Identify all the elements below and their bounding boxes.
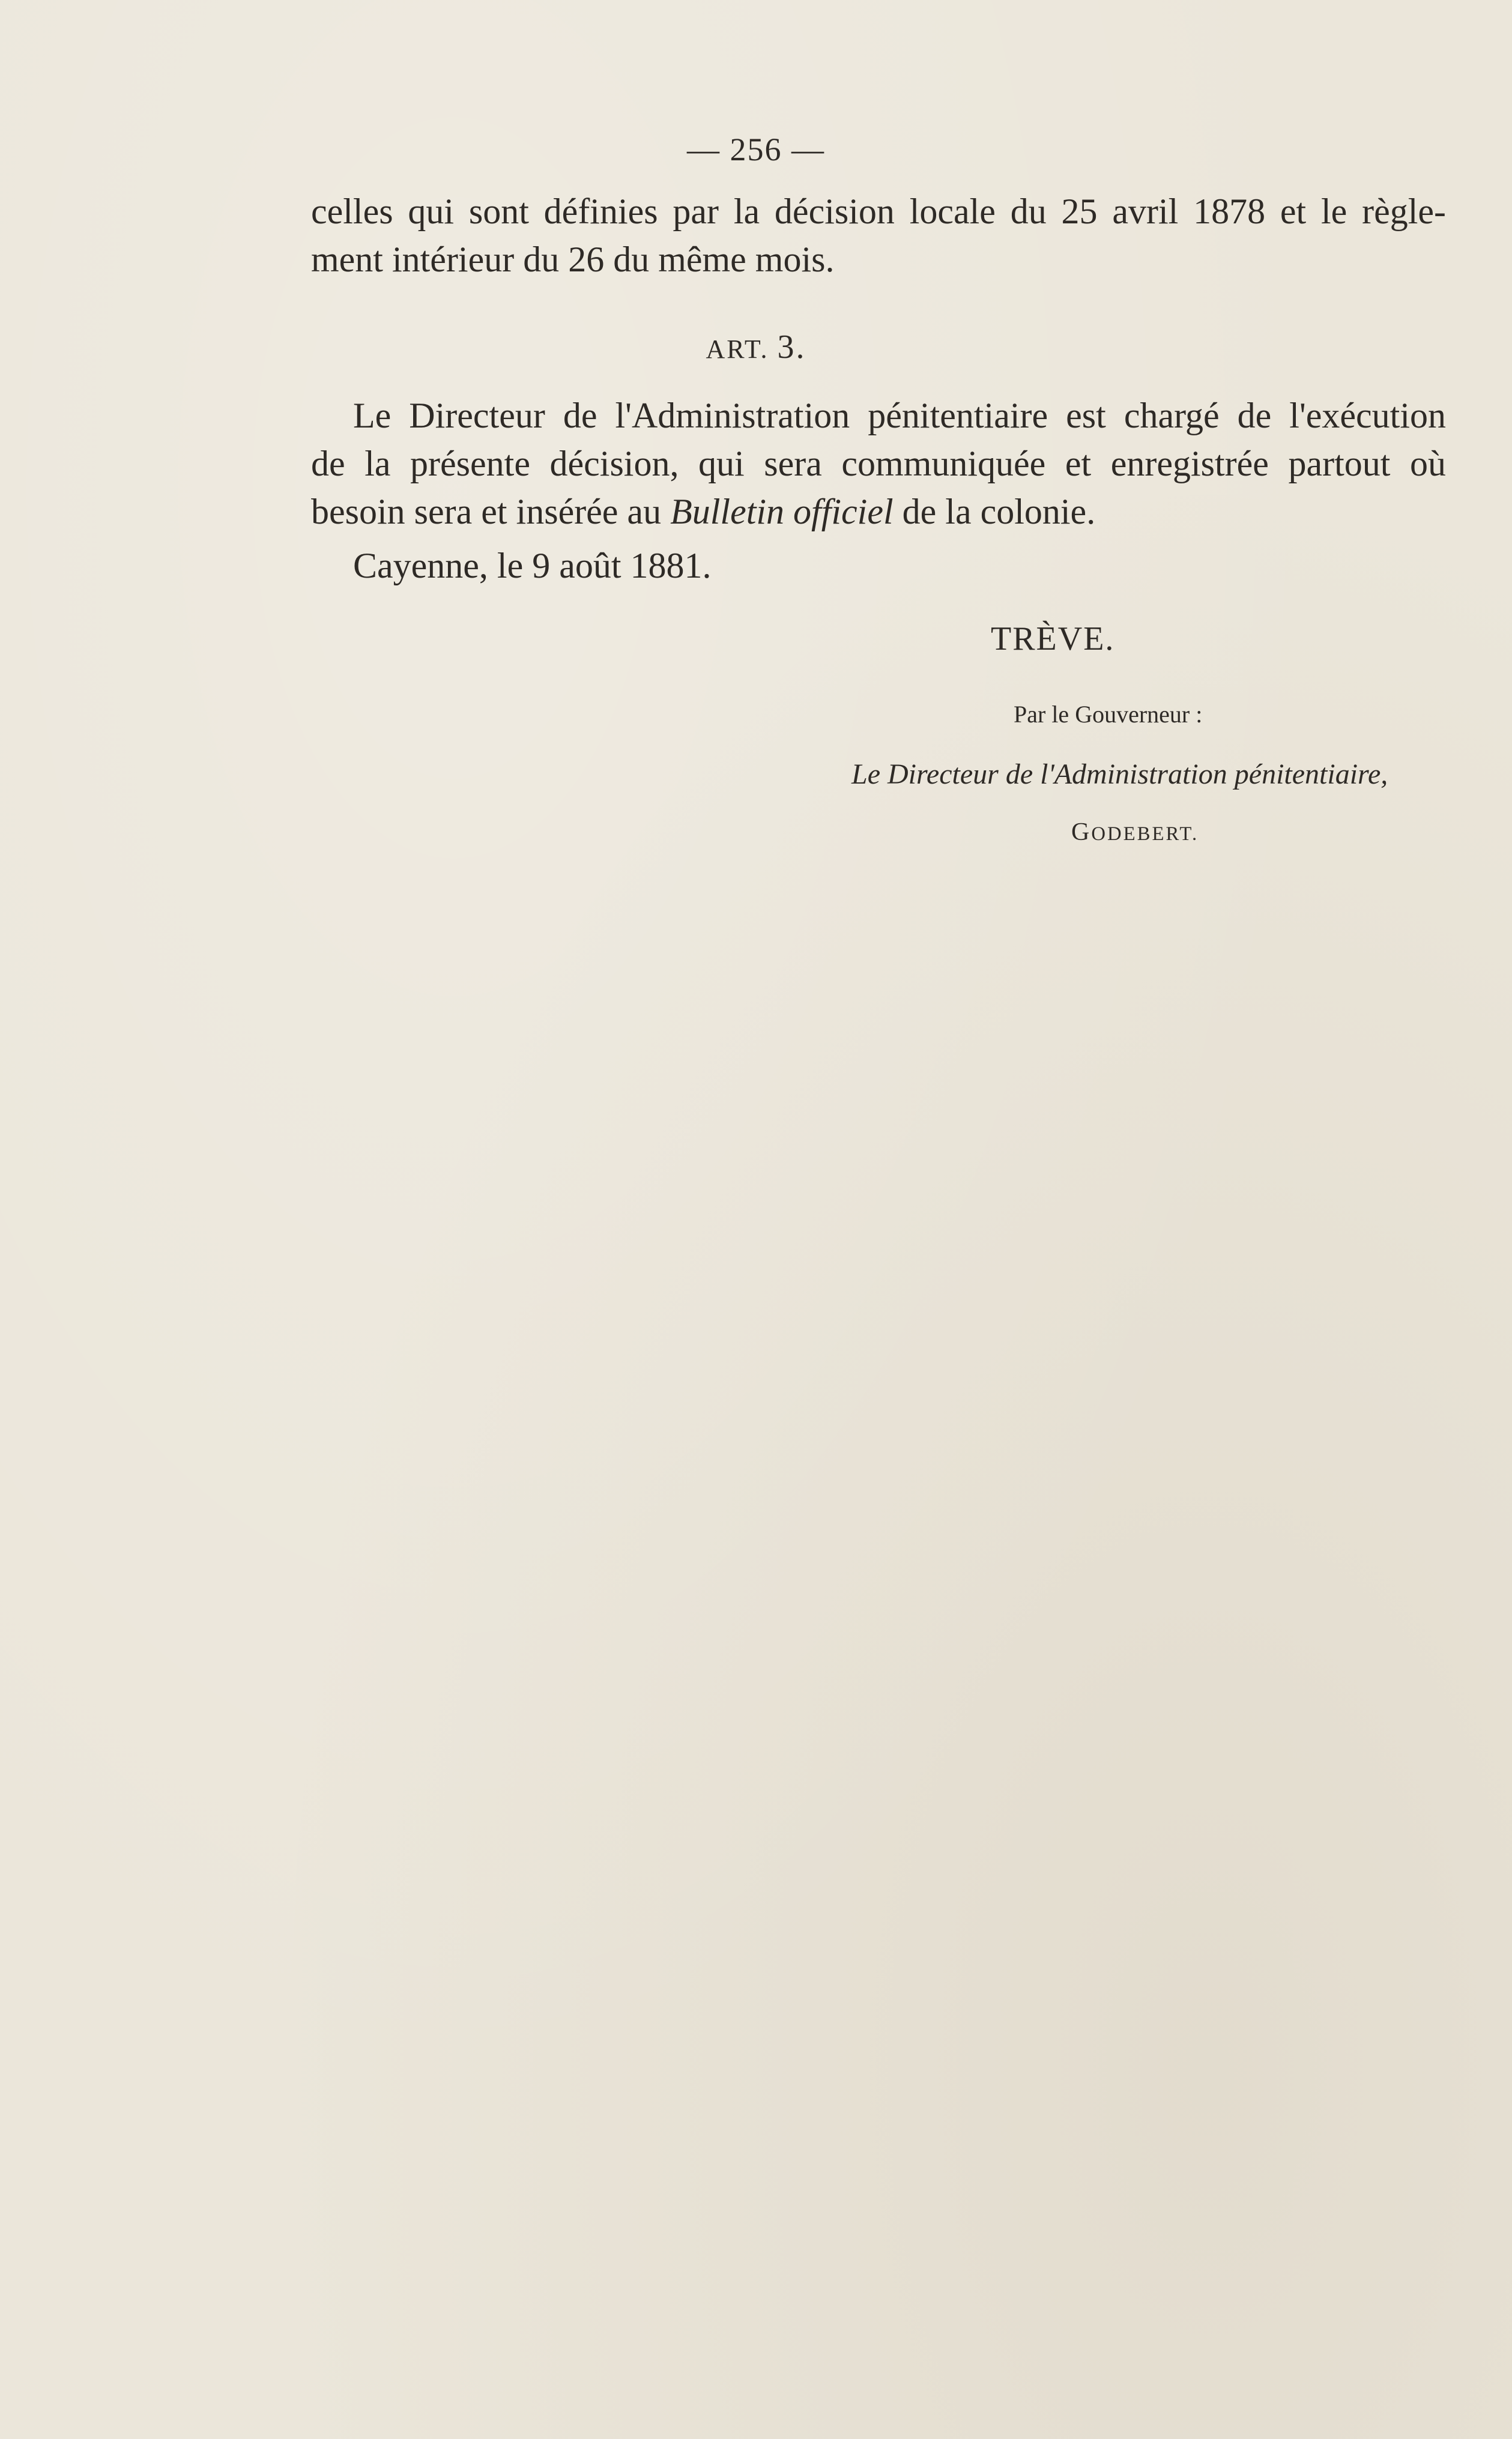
- signature-par-le-gouverneur: Par le Gouverneur :: [1014, 701, 1203, 728]
- page-number: — 256 —: [687, 131, 825, 168]
- signature-godebert-rest: ODEBERT.: [1091, 823, 1199, 845]
- article-prefix: ART.: [706, 334, 769, 364]
- paragraph-2-line-3: [311, 488, 1095, 536]
- paragraph-1-line-1: celles qui sont définies par la décision locale du 25 avril 1878 et le règle-: [311, 192, 1446, 231]
- paragraph-2-line-3-start: besoin sera et insérée au: [311, 492, 671, 531]
- paragraph-1-line-2: ment intérieur du 26 du même mois.: [311, 240, 835, 279]
- article-number: 3.: [777, 328, 806, 366]
- signature-director-title: Le Directeur de l'Administration pénitentiaire,: [851, 758, 1388, 790]
- signature-godebert-initial: G: [1071, 818, 1092, 846]
- signature-godebert: [1071, 818, 1199, 847]
- date-line: Cayenne, le 9 août 1881.: [353, 546, 712, 585]
- paragraph-2-line-3-end: de la colonie.: [893, 492, 1096, 531]
- paragraph-2-line-1: Le Directeur de l'Administration pénitentiaire est chargé de l'exécution: [353, 396, 1446, 435]
- paragraph-2-line-2: de la présente décision, qui sera communiquée et enregistrée partout où: [311, 444, 1446, 483]
- signature-name: TRÈVE.: [991, 620, 1115, 657]
- article-heading: [0, 328, 1512, 366]
- bulletin-officiel-title: Bulletin officiel: [670, 492, 894, 531]
